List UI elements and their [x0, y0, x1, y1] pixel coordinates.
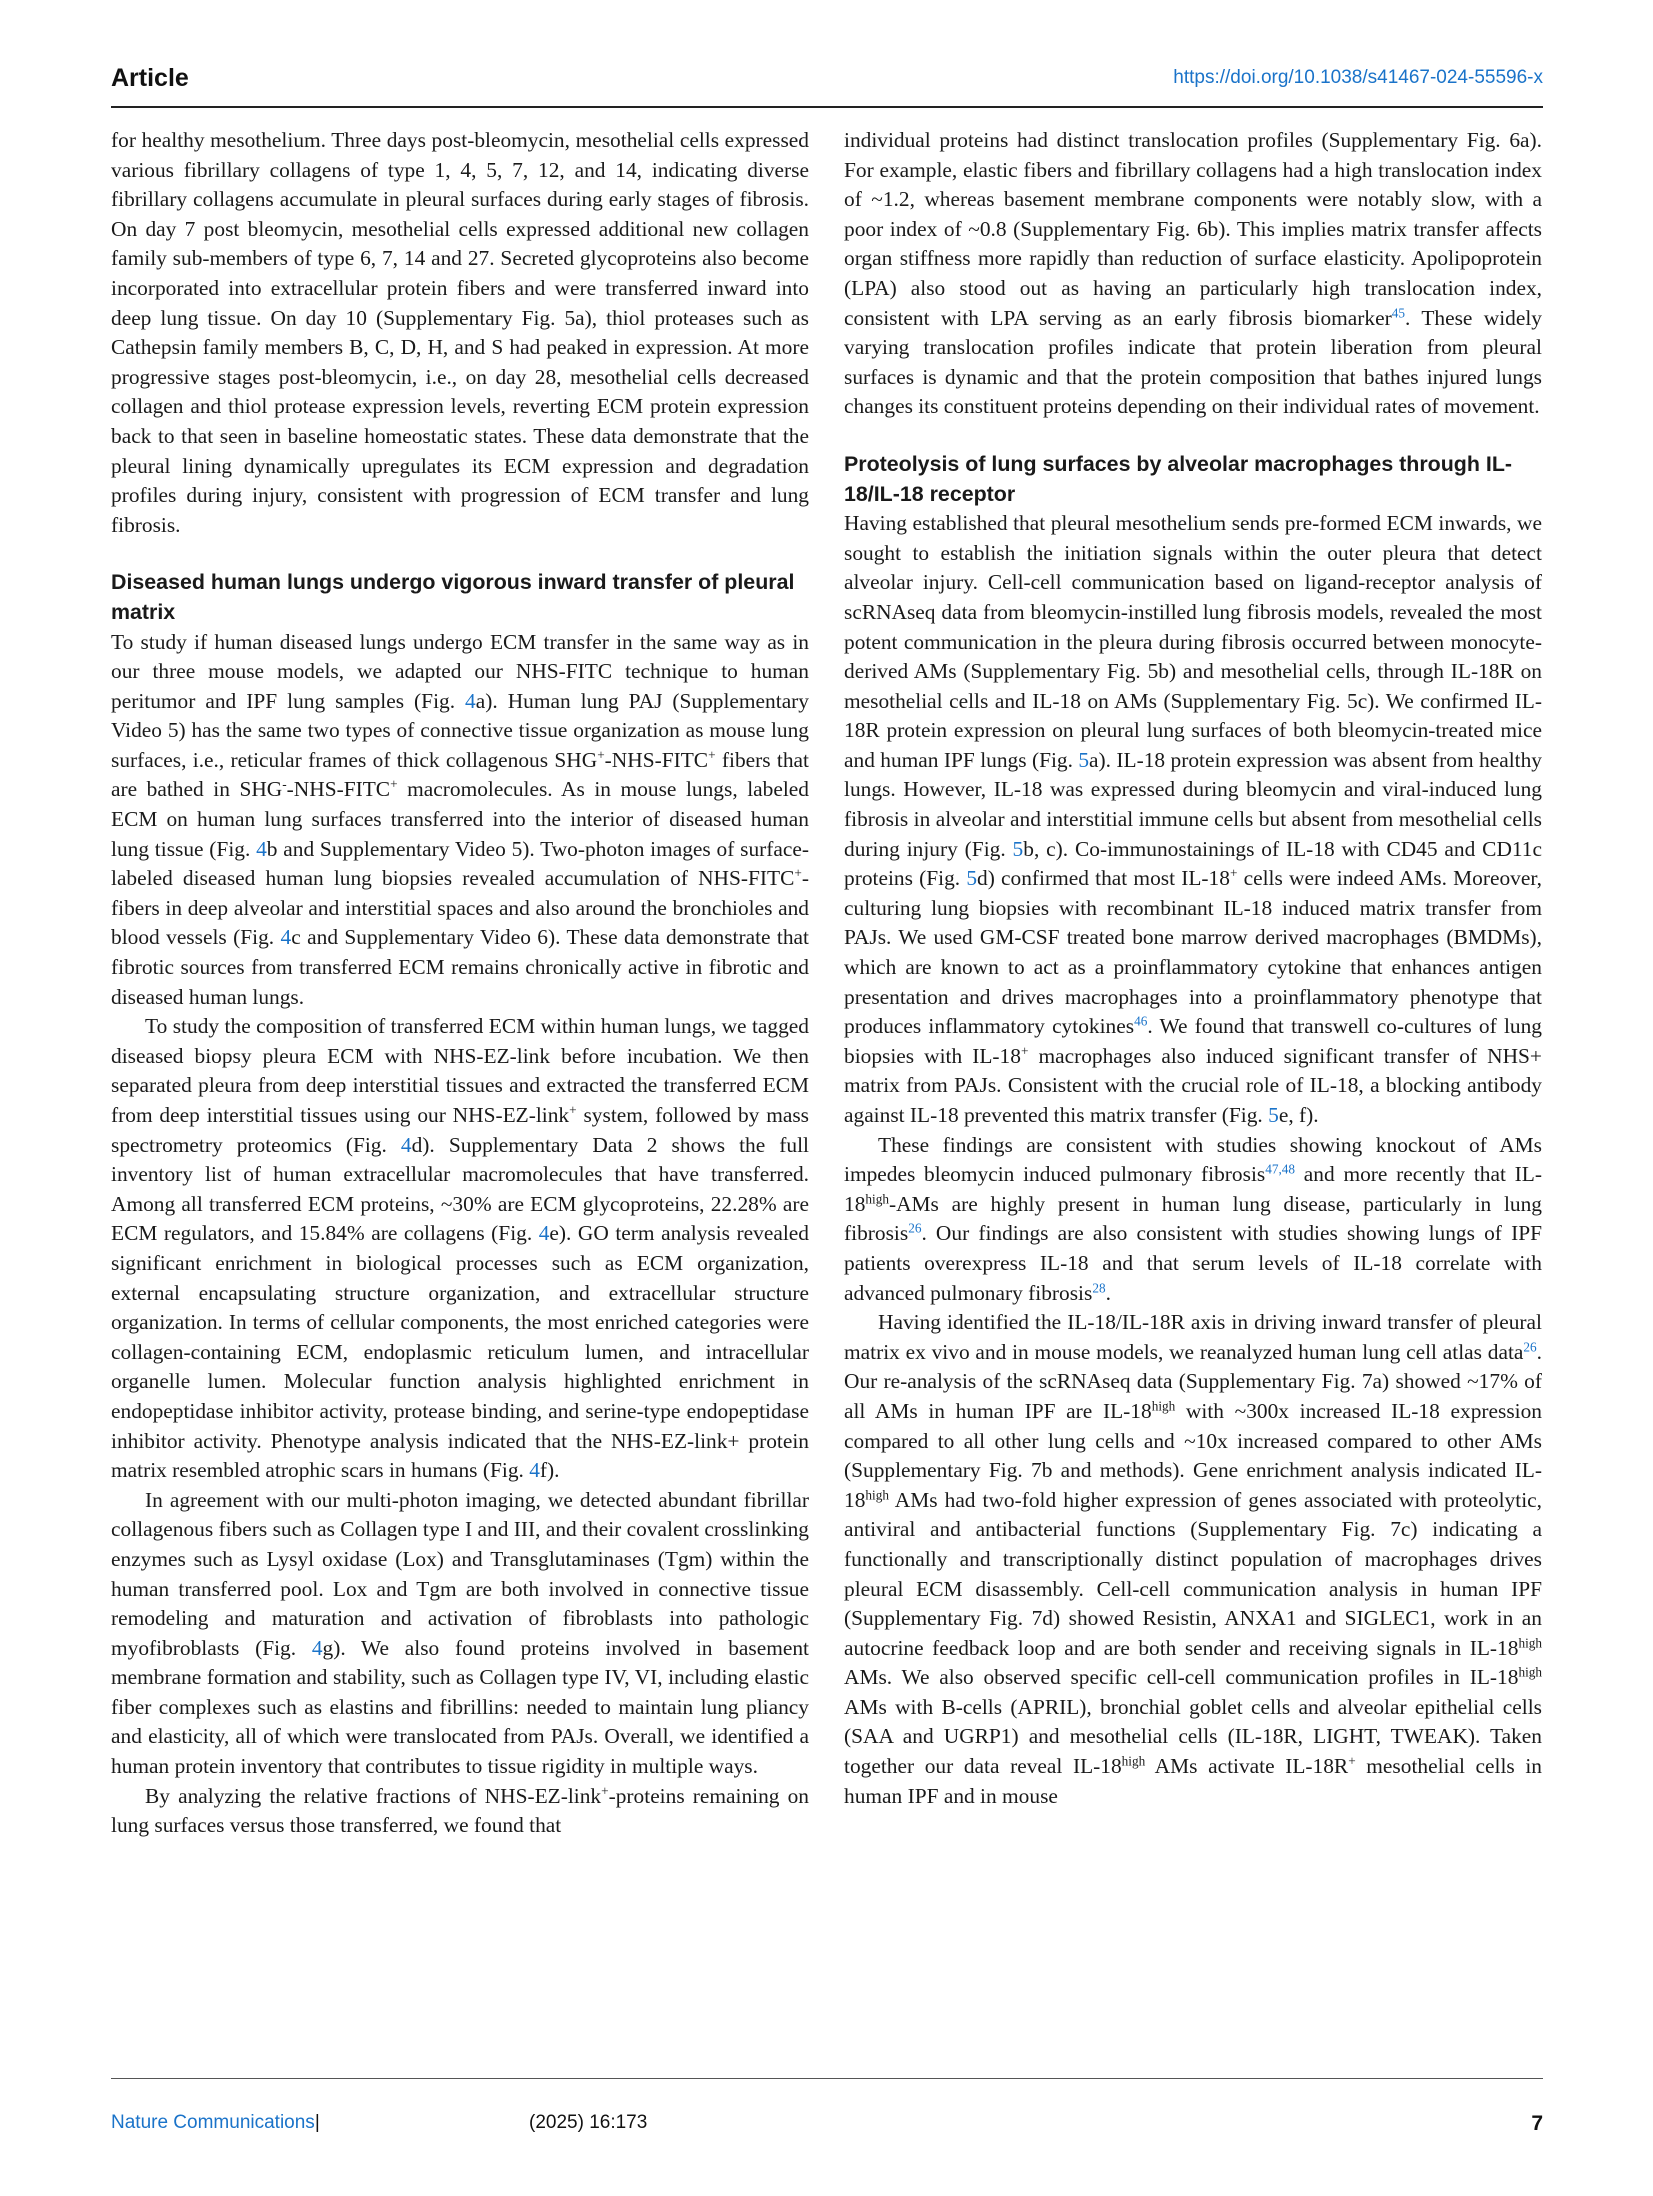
paragraph: Having identified the IL-18/IL-18R axis in driving inward transfer of pleural matrix ex vivo and in mouse models, we reanalyzed human lung cell atlas data$^{26}$. Our re-analysis of the scRNAseq data (Supplementary Fig. 7a) showed ~17% of all AMs in human IPF are $IL-18^{high}$ with ~300x increased IL-18 expression compared to all other lung cells and ~10x increased compared to other AMs (Supplementary Fig. 7b and methods). Gene enrichment analysis indicated $IL-18^{high}$ AMs had two-fold higher expression of genes associated with proteolytic, antiviral and antibacterial functions (Supplementary Fig. 7c) indicating a functionally and transcriptionally distinct population of macrophages drives pleural ECM disassembly. Cell-cell communication analysis in human IPF (Supplementary Fig. 7d) showed Resistin, ANXA1 and SIGLEC1, work in an autocrine feedback loop and are both sender and receiving signals in $IL-18^{high}$ AMs. We also observed specific cell-cell communication profiles in $IL-18^{high}$ AMs with B-cells (APRIL), bronchial goblet cells and alveolar epithelial cells (SAA and UGRP1) and mesothelial cells (IL-18R, LIGHT, TWEAK). Taken together our data reveal $IL-18^{high}$ AMs activate IL-18R+ mesothelial cells in human IPF and in mouse: [844, 1310, 1542, 1808]
paragraph: By analyzing the relative fractions of NHS-EZ-link+-proteins remaining on lung surfaces versus those transferred, we found that: [111, 1783, 809, 1838]
page-footer: [111, 2112, 1543, 2142]
reference-link[interactable]: 4: [538, 1221, 550, 1246]
section-heading: Proteolysis of lung surfaces by alveolar macrophages through IL-18/IL-18 receptor: [844, 451, 1513, 506]
reference-link[interactable]: 5: [1078, 747, 1090, 772]
page-number: 7: [1531, 2112, 1543, 2135]
footer-rule: [111, 2078, 1543, 2079]
reference-link[interactable]: 28: [1092, 1280, 1106, 1296]
journal-name[interactable]: Nature Communications|: [111, 2112, 320, 2133]
reference-link[interactable]: 4: [400, 1132, 412, 1157]
paragraph: individual proteins had distinct translocation profiles (Supplementary Fig. 6a). For example, elastic fibers and fibrillary collagens had a high translocation index of ~1.2, whereas basement membrane components were notably slow, with a poor index of ~0.8 (Supplementary Fig. 6b). This implies matrix transfer affects organ stiffness more rapidly than reduction of surface elasticity. Apolipoprotein (LPA) also stood out as having an particularly high translocation index, consistent with LPA serving as an early fibrosis biomarker$^{45}$. These widely varying translocation profiles indicate that protein liberation from pleural surfaces is dynamic and that the protein composition that bathes injured lungs changes its constituent proteins depending on their individual rates of movement.: [844, 128, 1542, 419]
paragraph: To study the composition of transferred ECM within human lungs, we tagged diseased biopsy pleura ECM with NHS-EZ-link before incubation. We then separated pleura from deep interstitial tissues and extracted the transferred ECM from deep interstitial tissues using our NHS-EZ-link+ system, followed by mass spectrometry proteomics (Fig. 4d). Supplementary Data 2 shows the full inventory list of human extracellular macromolecules that have transferred. Among all transferred ECM proteins, ~30% are ECM glycoproteins, 22.28% are ECM regulators, and 15.84% are collagens (Fig. 4e). GO term analysis revealed significant enrichment in biological processes such as ECM organization, external encapsulating structure organization, and extracellular structure organization. In terms of cellular components, the most enriched categories were collagen-containing ECM, endoplasmic reticulum lumen, and intracellular organelle lumen. Molecular function analysis highlighted enrichment in endopeptidase inhibitor activity, protease binding, and serine-type endopeptidase inhibitor activity. Phenotype analysis indicated that the NHS-EZ-link+ protein matrix resembled atrophic scars in humans (Fig. 4f).: [111, 1014, 809, 1483]
section-label: Article: [111, 63, 189, 92]
reference-link[interactable]: 26: [1523, 1339, 1537, 1355]
reference-link[interactable]: 4: [256, 836, 267, 861]
reference-link[interactable]: 5: [966, 866, 978, 891]
right-column: [844, 126, 1542, 1811]
left-column: [111, 126, 809, 1841]
paragraph: In agreement with our multi-photon imaging, we detected abundant fibrillar collagenous fibers such as Collagen type I and III, and their covalent crosslinking enzymes such as Lysyl oxidase (Lox) and Transglutaminases (Tgm) within the human transferred pool. Lox and Tgm are both involved in connective tissue remodeling and maturation and activation of fibroblasts into pathologic myofibroblasts (Fig. 4g). We also found proteins involved in basement membrane formation and stability, such as Collagen type IV, VI, including elastic fiber complexes such as elastins and fibrillins: needed to maintain lung pliancy and elasticity, all of which were translocated from PAJs. Overall, we identified a human protein inventory that contributes to tissue rigidity in multiple ways.: [111, 1487, 809, 1779]
reference-link[interactable]: 46: [1134, 1013, 1148, 1029]
reference-link[interactable]: 5: [1268, 1103, 1279, 1127]
reference-link[interactable]: 4: [465, 688, 476, 713]
page-header: [111, 58, 1543, 98]
reference-link[interactable]: 4: [311, 1635, 323, 1660]
paragraph: Having established that pleural mesothelium sends pre-formed ECM inwards, we sought to establish the initiation signals within the outer pleura that detect alveolar injury. Cell-cell communication based on ligand-receptor analysis of scRNAseq data from bleomycin-instilled lung fibrosis models, revealed the most potent communication in the pleura during fibrosis occurred between monocyte-derived AMs (Supplementary Fig. 5b) and mesothelial cells, through IL-18R on mesothelial cells and IL-18 on AMs (Supplementary Fig. 5c). We confirmed IL-18R protein expression on pleural lung surfaces of both bleomycin-treated mice and human IPF lungs (Fig. 5a). IL-18 protein expression was absent from healthy lungs. However, IL-18 was expressed during bleomycin and viral-induced lung fibrosis in alveolar and interstitial immune cells but absent from mesothelial cells during injury (Fig. 5b, c). Co-immunostainings of IL-18 with CD45 and CD11c proteins (Fig. 5d) confirmed that most IL-18+ cells were indeed AMs. Moreover, culturing lung biopsies with recombinant IL-18 induced matrix transfer from PAJs. We used GM-CSF treated bone marrow derived macrophages (BMDMs), which are known to act as a proinflammatory cytokine that enhances antigen presentation and drives macrophages into a proinflammatory phenotype that produces inflammatory cytokines$^{46}$. We found that transwell co-cultures of lung biopsies with IL-18+ macrophages also induced significant transfer of NHS+ matrix from PAJs. Consistent with the crucial role of IL-18, a blocking antibody against IL-18 prevented this matrix transfer (Fig. 5e, f).: [844, 511, 1542, 1127]
header-rule: [111, 106, 1543, 108]
footer-separator: |: [314, 2112, 320, 2133]
reference-link[interactable]: 47,48: [1265, 1161, 1296, 1177]
paragraph: These findings are consistent with studies showing knockout of AMs impedes bleomycin induced pulmonary fibrosis$^{47,48}$ and more recently that $IL-18^{high}$-AMs are highly present in human lung disease, particularly in lung fibrosis$^{26}$. Our findings are also consistent with studies showing lungs of IPF patients overexpress IL-18 and that serum levels of IL-18 correlate with advanced pulmonary fibrosis$^{28}$.: [844, 1132, 1542, 1305]
section-heading: Diseased human lungs undergo vigorous inward transfer of pleural matrix: [111, 570, 795, 624]
reference-link[interactable]: 45: [1391, 305, 1405, 321]
doi-link[interactable]: https://doi.org/10.1038/s41467-024-55596-x: [1173, 67, 1543, 88]
paragraph: for healthy mesothelium. Three days post-bleomycin, mesothelial cells expressed various fibrillary collagens of type 1, 4, 5, 7, 12, and 14, indicating diverse fibrillary collagens accumulate in pleural surfaces during early stages of fibrosis. On day 7 post bleomycin, mesothelial cells expressed additional new collagen family sub-members of type 6, 7, 14 and 27. Secreted glycoproteins also become incorporated into extracellular protein fibers and were transferred inward into deep lung tissue. On day 10 (Supplementary Fig. 5a), thiol proteases such as Cathepsin family members B, C, D, H, and S had peaked in expression. At more progressive stages post-bleomycin, i.e., on day 28, mesothelial cells decreased collagen and thiol protease expression levels, reverting ECM protein expression back to that seen in baseline homeostatic states. These data demonstrate that the pleural lining dynamically upregulates its ECM expression and degradation profiles during injury, consistent with progression of ECM transfer and lung fibrosis.: [111, 128, 809, 537]
reference-link[interactable]: 26: [908, 1221, 922, 1237]
reference-link[interactable]: 4: [529, 1458, 540, 1483]
paragraph: To study if human diseased lungs undergo ECM transfer in the same way as in our three mouse models, we adapted our NHS-FITC technique to human peritumor and IPF lung samples (Fig. 4a). Human lung PAJ (Supplementary Video 5) has the same two types of connective tissue organization as mouse lung surfaces, i.e., reticular frames of thick collagenous SHG+-NHS-FITC+ fibers that are bathed in SHG--NHS-FITC+ macromolecules. As in mouse lungs, labeled ECM on human lung surfaces transferred into the interior of diseased human lung tissue (Fig. 4b and Supplementary Video 5). Two-photon images of surface-labeled diseased human lung biopsies revealed accumulation of NHS-FITC+-fibers in deep alveolar and interstitial spaces and also around the bronchioles and blood vessels (Fig. 4c and Supplementary Video 6). These data demonstrate that fibrotic sources from transferred ECM remains chronically active in fibrotic and diseased human lungs.: [111, 629, 810, 1009]
reference-link[interactable]: 4: [280, 925, 292, 950]
citation: (2025) 16:173: [529, 2112, 648, 2133]
reference-link[interactable]: 5: [1012, 836, 1024, 861]
